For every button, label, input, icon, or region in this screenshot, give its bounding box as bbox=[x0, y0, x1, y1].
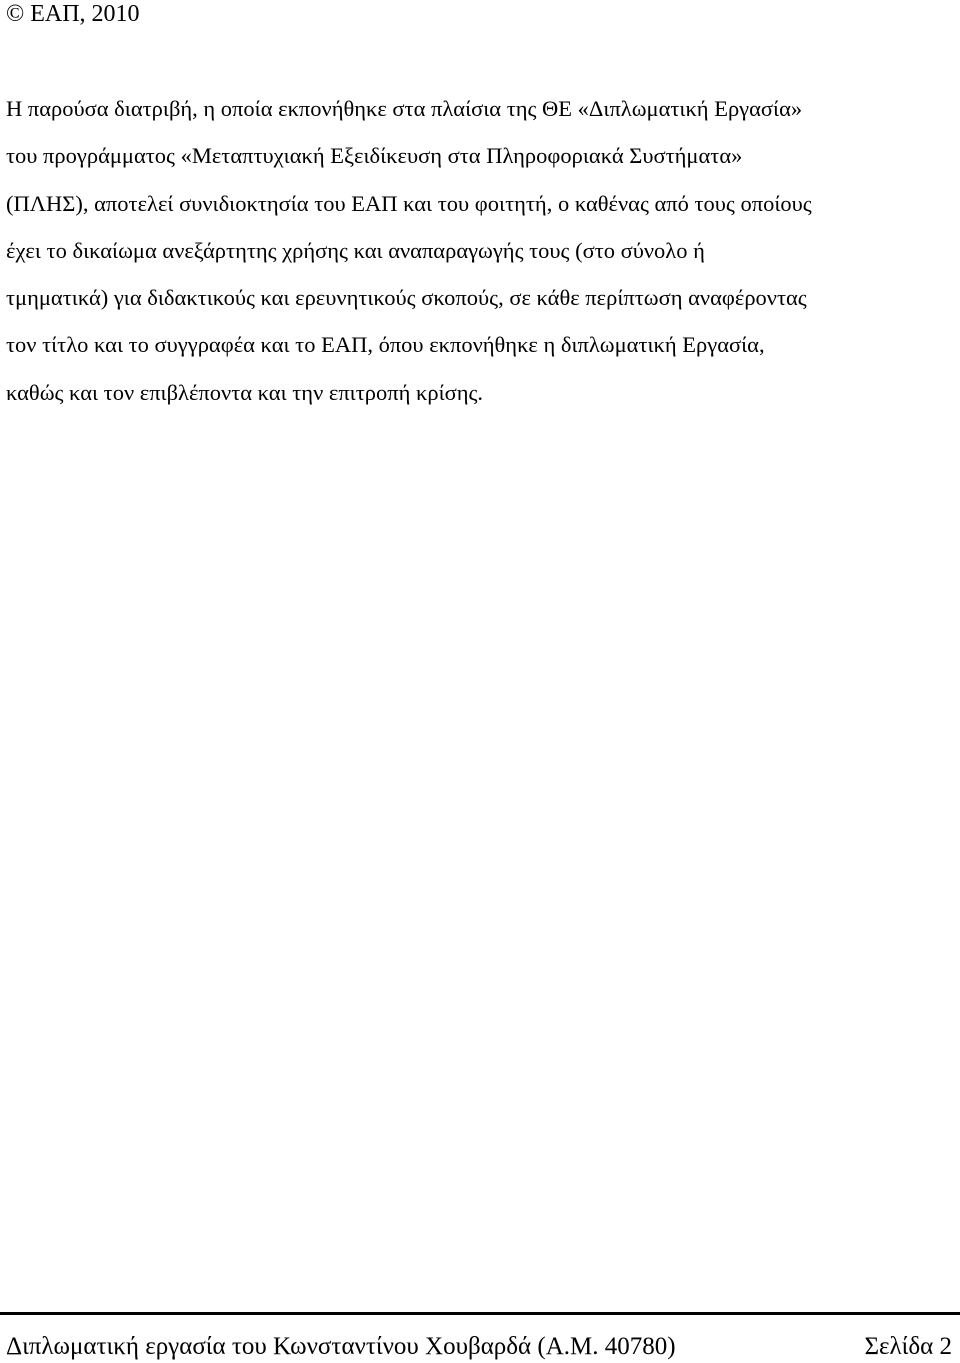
paragraph-line-4: έχει το δικαίωμα ανεξάρτητης χρήσης και αναπαραγωγής τους (στο σύνολο ή bbox=[6, 237, 705, 263]
page-footer bbox=[0, 1330, 960, 1363]
footer-divider bbox=[0, 1312, 960, 1315]
paragraph-line-6: τον τίτλο και το συγγραφέα και το ΕΑΠ, όπου εκπονήθηκε η διπλωματική Εργασία, bbox=[6, 332, 765, 358]
paragraph-line-3: (ΠΛΗΣ), αποτελεί συνιδιοκτησία του ΕΑΠ και του φοιτητή, ο καθένας από τους οποίους bbox=[6, 190, 812, 216]
paragraph-line-1: Η παρούσα διατριβή, η οποία εκπονήθηκε στα πλαίσια της ΘΕ «Διπλωματική Εργασία» bbox=[6, 96, 803, 121]
paragraph-line-7: καθώς και τον επιβλέποντα και την επιτροπή κρίσης. bbox=[6, 379, 484, 405]
copyright-paragraph bbox=[6, 85, 812, 416]
copyright-notice: © ΕΑΠ, 2010 bbox=[6, 1, 140, 27]
footer-thesis-title: Διπλωματική εργασία του Κωνσταντίνου Χουβαρδά (Α.Μ. 40780) bbox=[6, 1333, 676, 1360]
page-number: Σελίδα 2 bbox=[864, 1333, 952, 1360]
paragraph-line-5: τμηματικά) για διδακτικούς και ερευνητικούς σκοπούς, σε κάθε περίπτωση αναφέροντας bbox=[6, 285, 807, 311]
paragraph-line-2: του προγράμματος «Μεταπτυχιακή Εξειδίκευση στα Πληροφοριακά Συστήματα» bbox=[6, 143, 743, 169]
